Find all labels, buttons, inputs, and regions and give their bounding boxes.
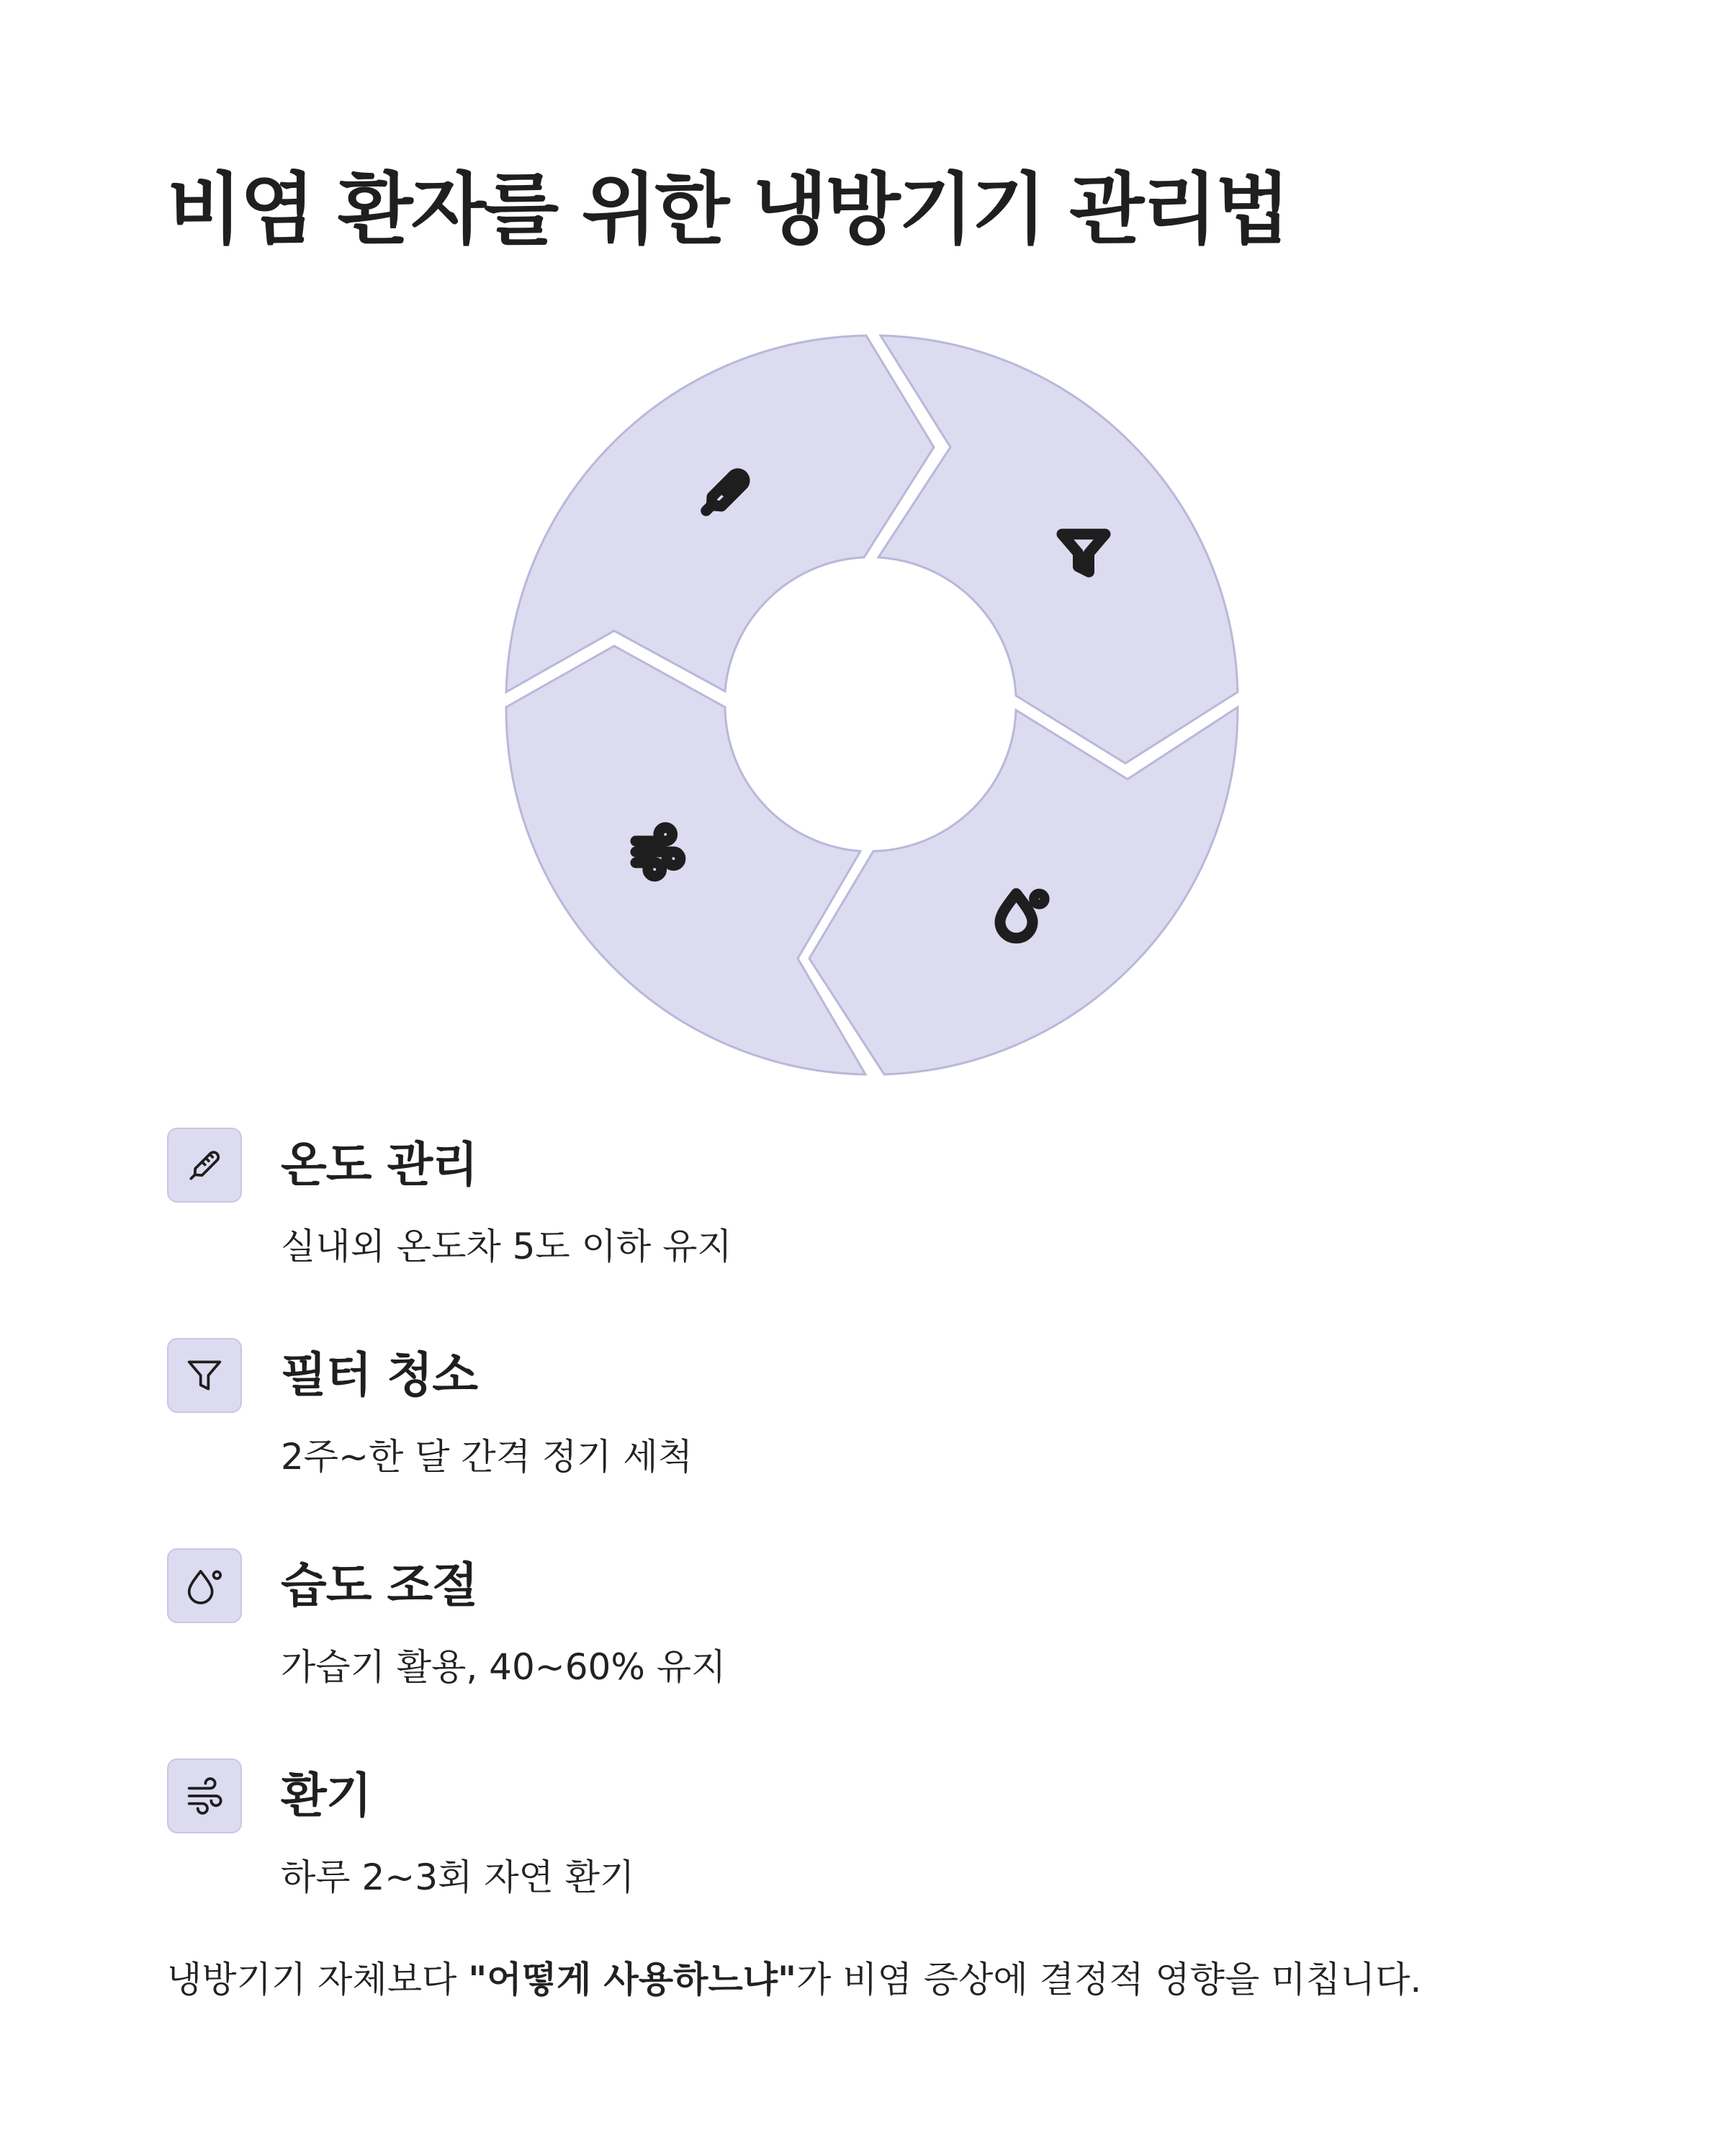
item-title: 온도 관리	[281, 1137, 478, 1192]
tips-list	[167, 1128, 1535, 1969]
item-description: 하루 2~3회 자연 환기	[281, 1856, 635, 1898]
list-item	[167, 1548, 1535, 1759]
item-title: 필터 청소	[281, 1347, 478, 1403]
footer-note	[167, 1953, 1421, 2006]
footer-emphasis: "어떻게 사용하느냐"	[468, 1959, 797, 2000]
list-item	[167, 1128, 1535, 1338]
footer-prefix: 냉방기기 자체보다	[167, 1959, 469, 2000]
item-description: 실내외 온도차 5도 이하 유지	[281, 1226, 732, 1267]
list-item	[167, 1759, 1535, 1969]
cycle-segment-temperature	[506, 336, 934, 692]
cycle-segment-ventilation	[506, 646, 865, 1074]
page-title: 비염 환자를 위한 냉방기기 관리법	[167, 165, 1288, 255]
cycle-segment-humidity	[809, 707, 1238, 1074]
droplet-icon	[167, 1548, 242, 1623]
item-description: 가습기 활용, 40~60% 유지	[281, 1646, 726, 1688]
footer-suffix: 가 비염 증상에 결정적 영향을 미칩니다.	[796, 1959, 1422, 2000]
list-item	[167, 1338, 1535, 1548]
item-title: 습도 조절	[281, 1558, 478, 1613]
item-description: 2주~한 달 간격 정기 세척	[281, 1436, 693, 1478]
filter-icon	[167, 1338, 242, 1413]
item-title: 환기	[281, 1768, 372, 1823]
thermometer-icon	[167, 1128, 242, 1203]
cycle-segment-filter	[878, 336, 1238, 763]
wind-icon	[167, 1759, 242, 1833]
